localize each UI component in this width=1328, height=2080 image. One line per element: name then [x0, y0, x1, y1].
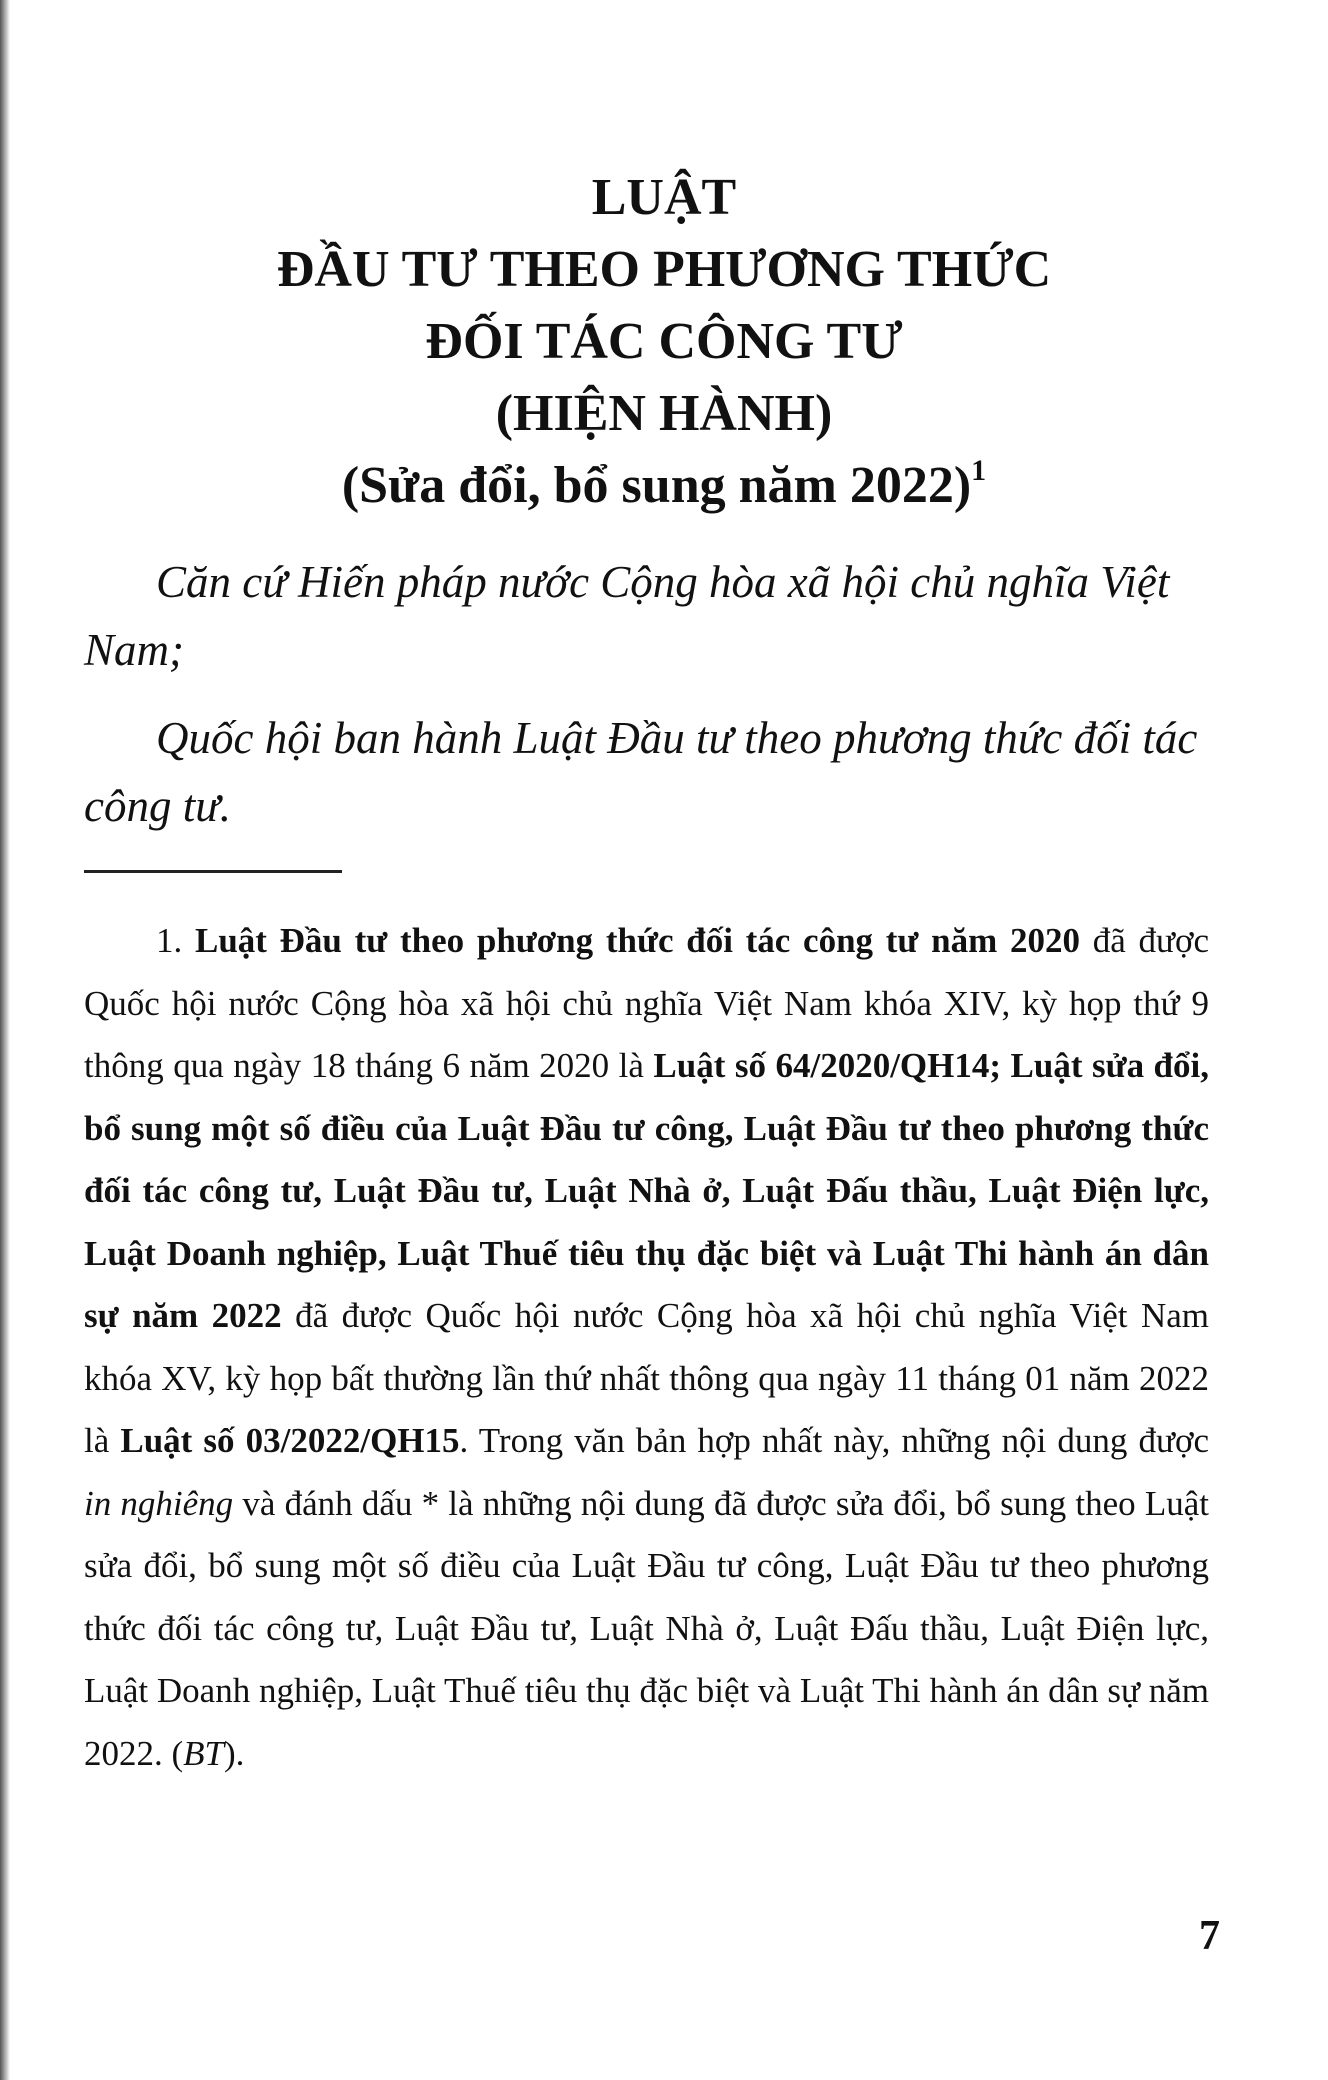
footnote-editor-mark: BT	[183, 1733, 225, 1773]
footnote-text-3: . Trong văn bản hợp nhất này, những nội dung được	[459, 1421, 1209, 1460]
law-title	[0, 162, 1328, 522]
footnote-paragraph	[84, 910, 1209, 1785]
footnote	[84, 910, 1209, 1785]
page-number: 7	[1199, 1913, 1220, 1959]
footnote-law-2020: Luật Đầu tư theo phương thức đối tác công tư năm 2020	[194, 921, 1080, 960]
title-line-3: ĐỐI TÁC CÔNG TƯ	[425, 313, 903, 370]
footnote-text-2: đã được Quốc hội nước Cộng hòa xã hội chủ nghĩa Việt Nam khóa XV, kỳ họp bất thường lần thứ nhất thông qua ngày 11 tháng 01 năm 2022 là	[84, 1296, 1209, 1460]
footnote-text-5: ).	[224, 1733, 245, 1773]
title-line-5	[0, 450, 1328, 522]
footnote-italic-term: in nghiêng	[84, 1483, 234, 1523]
footnote-law-03: Luật số 03/2022/QH15	[120, 1421, 460, 1460]
footnote-text-1: đã được Quốc hội nước Cộng hòa xã hội chủ nghĩa Việt Nam khóa XIV, kỳ họp thứ 9 thông qua ngày 18 tháng 6 năm 2020 là	[84, 921, 1209, 1085]
footnote-reference[interactable]: 1	[971, 454, 987, 487]
title-line-1: LUẬT	[591, 169, 737, 226]
footnote-law-64-and-amendment: Luật số 64/2020/QH14; Luật sửa đổi, bổ sung một số điều của Luật Đầu tư công, Luật Đầu tư theo phương thức đối tác công tư, Luật Đầu tư, Luật Nhà ở, Luật Đấu thầu, Luật Điện lực, Luật Doanh nghiệp, Luật Thuế tiêu thụ đặc biệt và Luật Thi hành án dân sự năm 2022	[84, 1046, 1209, 1335]
footnote-number: 1.	[156, 921, 183, 960]
footnote-separator	[84, 870, 342, 873]
preamble-paragraph-1: Căn cứ Hiến pháp nước Cộng hòa xã hội chủ nghĩa Việt Nam;	[84, 557, 1170, 675]
footnote-text-4: và đánh dấu * là những nội dung đã được sửa đổi, bổ sung theo Luật sửa đổi, bổ sung một số điều của Luật Đầu tư công, Luật Đầu tư theo phương thức đối tác công tư, Luật Đầu tư, Luật Nhà ở, Luật Đấu thầu, Luật Điện lực, Luật Doanh nghiệp, Luật Thuế tiêu thụ đặc biệt và Luật Thi hành án dân sự năm 2022. (	[84, 1483, 1209, 1773]
title-line-4: (HIỆN HÀNH)	[495, 385, 833, 442]
title-amendment-text: (Sửa đổi, bổ sung năm 2022)	[341, 457, 972, 514]
preamble-paragraph-2: Quốc hội ban hành Luật Đầu tư theo phương thức đối tác công tư.	[84, 713, 1198, 831]
title-line-2: ĐẦU TƯ THEO PHƯƠNG THỨC	[276, 241, 1052, 298]
preamble	[84, 548, 1204, 840]
